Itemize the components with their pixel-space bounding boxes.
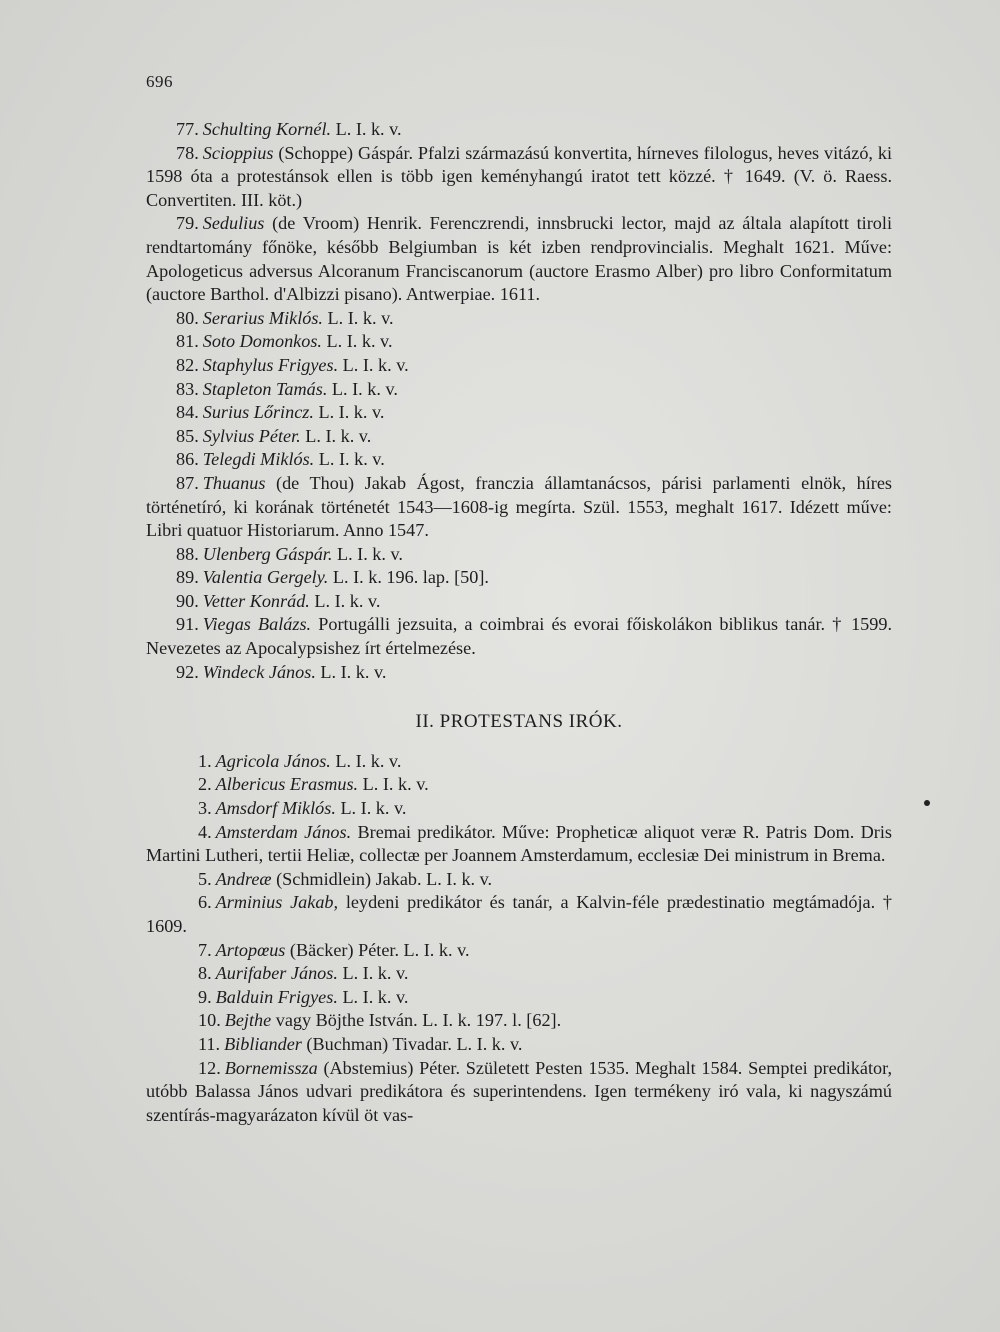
- entry-name: Stapleton Tamás.: [202, 378, 328, 399]
- entry: [146, 448, 892, 472]
- entry-name: Schulting Kornél.: [202, 119, 332, 139]
- entry-text: L. I. k. v.: [320, 661, 387, 682]
- entry-number: 77.: [176, 119, 199, 139]
- entry-name: Andreæ: [215, 868, 272, 889]
- entry-text: L. I. k. v.: [340, 798, 407, 819]
- entry-number: 85.: [176, 425, 199, 446]
- section-title: II. PROTESTANS IRÓK.: [415, 711, 623, 733]
- entry-text: L. I. k. v.: [342, 354, 409, 375]
- entry: [146, 307, 892, 331]
- entry-text: L. I. k. 196. lap. [50].: [332, 567, 489, 588]
- ink-speck: [924, 800, 930, 806]
- entry-name: Bibliander: [224, 1033, 302, 1054]
- entry: [146, 891, 892, 938]
- entry-number: 88.: [176, 543, 199, 564]
- entry-name: Amsterdam János.: [215, 821, 352, 842]
- entry-text: leydeni predikátor és tanár, a Kalvin-féle prædestinatio megtámadója. † 1609.: [146, 892, 893, 936]
- entry-number: 8.: [198, 963, 212, 984]
- entry-number: 84.: [176, 402, 199, 423]
- entry-text: L. I. k. v.: [327, 307, 394, 328]
- entry-name: Amsdorf Miklós.: [215, 798, 336, 819]
- entry-number: 5.: [198, 868, 212, 889]
- entry-number: 1.: [198, 750, 212, 771]
- entry-text: L. I. k. v.: [331, 378, 398, 399]
- entry-number: 10.: [198, 1010, 221, 1031]
- entry-name: Viegas Balázs.: [202, 614, 312, 635]
- entry-text: L. I. k. v.: [326, 331, 393, 352]
- entry-name: Surius Lőrincz.: [202, 402, 314, 423]
- entry: [146, 962, 892, 986]
- entry-text: L. I. k. v.: [318, 449, 385, 470]
- entry-text: (de Vroom) Henrik. Ferenczrendi, innsbrucki lector, majd az általa alapított tiroli rendtartomány főnöke, később Belgiumban is két izben rendprovincialis. Meghalt 1621. Műve: Apologeticus adversus Alcoranum Franciscanorum (auctore Erasmo Alber) pro libro Conformitatum (auctore Barthol. d'Albizzi pisano). Antwerpiae. 1611.: [146, 213, 892, 305]
- entry-text: L. I. k. v.: [362, 774, 429, 795]
- entry-name: Bornemissza: [224, 1057, 318, 1078]
- entry-number: 82.: [176, 354, 199, 375]
- entry-number: 4.: [198, 821, 212, 842]
- entry-name: Artopœus: [215, 939, 286, 960]
- entry-text: vagy Böjthe István. L. I. k. 197. l. [62].: [275, 1010, 562, 1031]
- entry-number: 86.: [176, 449, 199, 470]
- entry-name: Windeck János.: [202, 661, 316, 682]
- entry-number: 90.: [176, 590, 199, 611]
- catholic-authors-list: [146, 118, 892, 684]
- entry: [146, 986, 892, 1010]
- entry-number: 6.: [198, 892, 212, 913]
- entry: [146, 821, 892, 868]
- entry: [146, 543, 892, 567]
- entry-name: Aurifaber János.: [215, 963, 338, 984]
- entry-name: Agricola János.: [215, 750, 331, 771]
- entry-name: Arminius Jakab,: [215, 892, 339, 913]
- entry-number: 3.: [198, 798, 212, 819]
- entry: [146, 590, 892, 614]
- entry: [146, 868, 892, 892]
- entry: [146, 354, 892, 378]
- entry: [146, 750, 892, 774]
- entry-name: Balduin Frigyes.: [215, 986, 338, 1007]
- entry-name: Sylvius Péter.: [202, 425, 301, 446]
- entry-text: L. I. k. v.: [342, 963, 409, 984]
- entry: [146, 212, 892, 306]
- entry: [146, 472, 892, 543]
- page-number: 696: [146, 72, 173, 91]
- entry-name: Telegdi Miklós.: [202, 449, 315, 470]
- entry: [146, 661, 892, 685]
- entry-number: 91.: [176, 614, 199, 635]
- entry-text: (Schmidlein) Jakab. L. I. k. v.: [276, 868, 493, 889]
- entry-number: 92.: [176, 661, 199, 682]
- entry-text: L. I. k. v.: [314, 590, 381, 611]
- entry-text: L. I. k. v.: [335, 750, 402, 771]
- entry-number: 87.: [176, 472, 199, 493]
- entry-text: L. I. k. v.: [336, 543, 403, 564]
- entry: [146, 425, 892, 449]
- entry-number: 7.: [198, 939, 212, 960]
- entry-text: (Schoppe) Gáspár. Pfalzi származású konvertita, hírneves filologus, heves vitázó, ki 1598 óta a protestánsok ellen is több igen keményhangú iratot tett közzé. † 1649. (V. ö. Raess. Convertiten. III. köt.): [146, 142, 892, 210]
- entry-name: Albericus Erasmus.: [215, 774, 359, 795]
- entry-name: Valentia Gergely.: [202, 567, 329, 588]
- entry-text: Portugálli jezsuita, a coimbrai és evorai főiskolákon biblikus tanár. † 1599. Nevezetes az Apocalypsishez írt értelmezése.: [146, 614, 893, 659]
- entry: [146, 566, 892, 590]
- entry-name: Soto Domonkos.: [202, 331, 322, 352]
- entry-text: (de Thou) Jakab Ágost, franczia államtanácsos, párisi parlamenti elnök, híres történetíró, ki korának történetét 1543—1608-ig megírta. Szül. 1553, meghalt 1617. Idézett műve: Libri quatuor Historiarum. Anno 1547.: [146, 472, 892, 541]
- entry-number: 9.: [198, 986, 212, 1007]
- entry: [146, 1009, 892, 1033]
- entry-name: Vetter Konrád.: [202, 590, 310, 611]
- page-body: [146, 118, 892, 1127]
- entry-text: L. I. k. v.: [335, 119, 402, 139]
- entry-text: L. I. k. v.: [305, 425, 372, 446]
- entry: [146, 773, 892, 797]
- entry-number: 2.: [198, 774, 212, 795]
- entry: [146, 797, 892, 821]
- entry: [146, 939, 892, 963]
- entry-name: Staphylus Frigyes.: [202, 354, 339, 375]
- entry-text: (Abstemius) Péter. Született Pesten 1535. Meghalt 1584. Semptei predikátor, utóbb Balassa János udvari predikátora és superintendens. Igen termékeny iró vala, ki nagyszámú szentírás-magyarázaton kívül öt vas-: [146, 1057, 892, 1125]
- entry-number: 79.: [176, 213, 199, 234]
- entry-number: 11.: [198, 1033, 221, 1054]
- entry: [146, 613, 892, 660]
- entry: [146, 118, 892, 142]
- entry-name: Ulenberg Gáspár.: [202, 543, 333, 564]
- entry-text: Bremai predikátor. Műve: Propheticæ aliquot veræ R. Patris Dom. Dris Martini Lutheri, tertii Heliæ, collectæ per Joannem Amsterdamum, ecclesiæ Dei ministrum in Brema.: [146, 821, 892, 866]
- entry-number: 12.: [198, 1057, 221, 1078]
- entry: [146, 1033, 892, 1057]
- entry-name: Bejthe: [224, 1010, 272, 1031]
- entry-number: 78.: [176, 142, 199, 163]
- entry-name: Thuanus: [202, 472, 266, 493]
- entry-number: 81.: [176, 331, 199, 352]
- entry-number: 80.: [176, 307, 199, 328]
- entry: [146, 1057, 892, 1128]
- protestant-authors-list: [146, 750, 892, 1128]
- entry-number: 89.: [176, 567, 199, 588]
- entry-name: Serarius Miklós.: [202, 307, 323, 328]
- entry: [146, 142, 892, 213]
- entry-number: 83.: [176, 378, 199, 399]
- entry-name: Sedulius: [202, 213, 265, 234]
- entry: [146, 330, 892, 354]
- entry-text: (Buchman) Tivadar. L. I. k. v.: [306, 1033, 523, 1054]
- entry-text: L. I. k. v.: [318, 402, 385, 423]
- entry: [146, 378, 892, 402]
- entry-name: Scioppius: [202, 142, 274, 163]
- entry-text: (Bäcker) Péter. L. I. k. v.: [289, 939, 470, 960]
- entry: [146, 401, 892, 425]
- entry-text: L. I. k. v.: [342, 986, 409, 1007]
